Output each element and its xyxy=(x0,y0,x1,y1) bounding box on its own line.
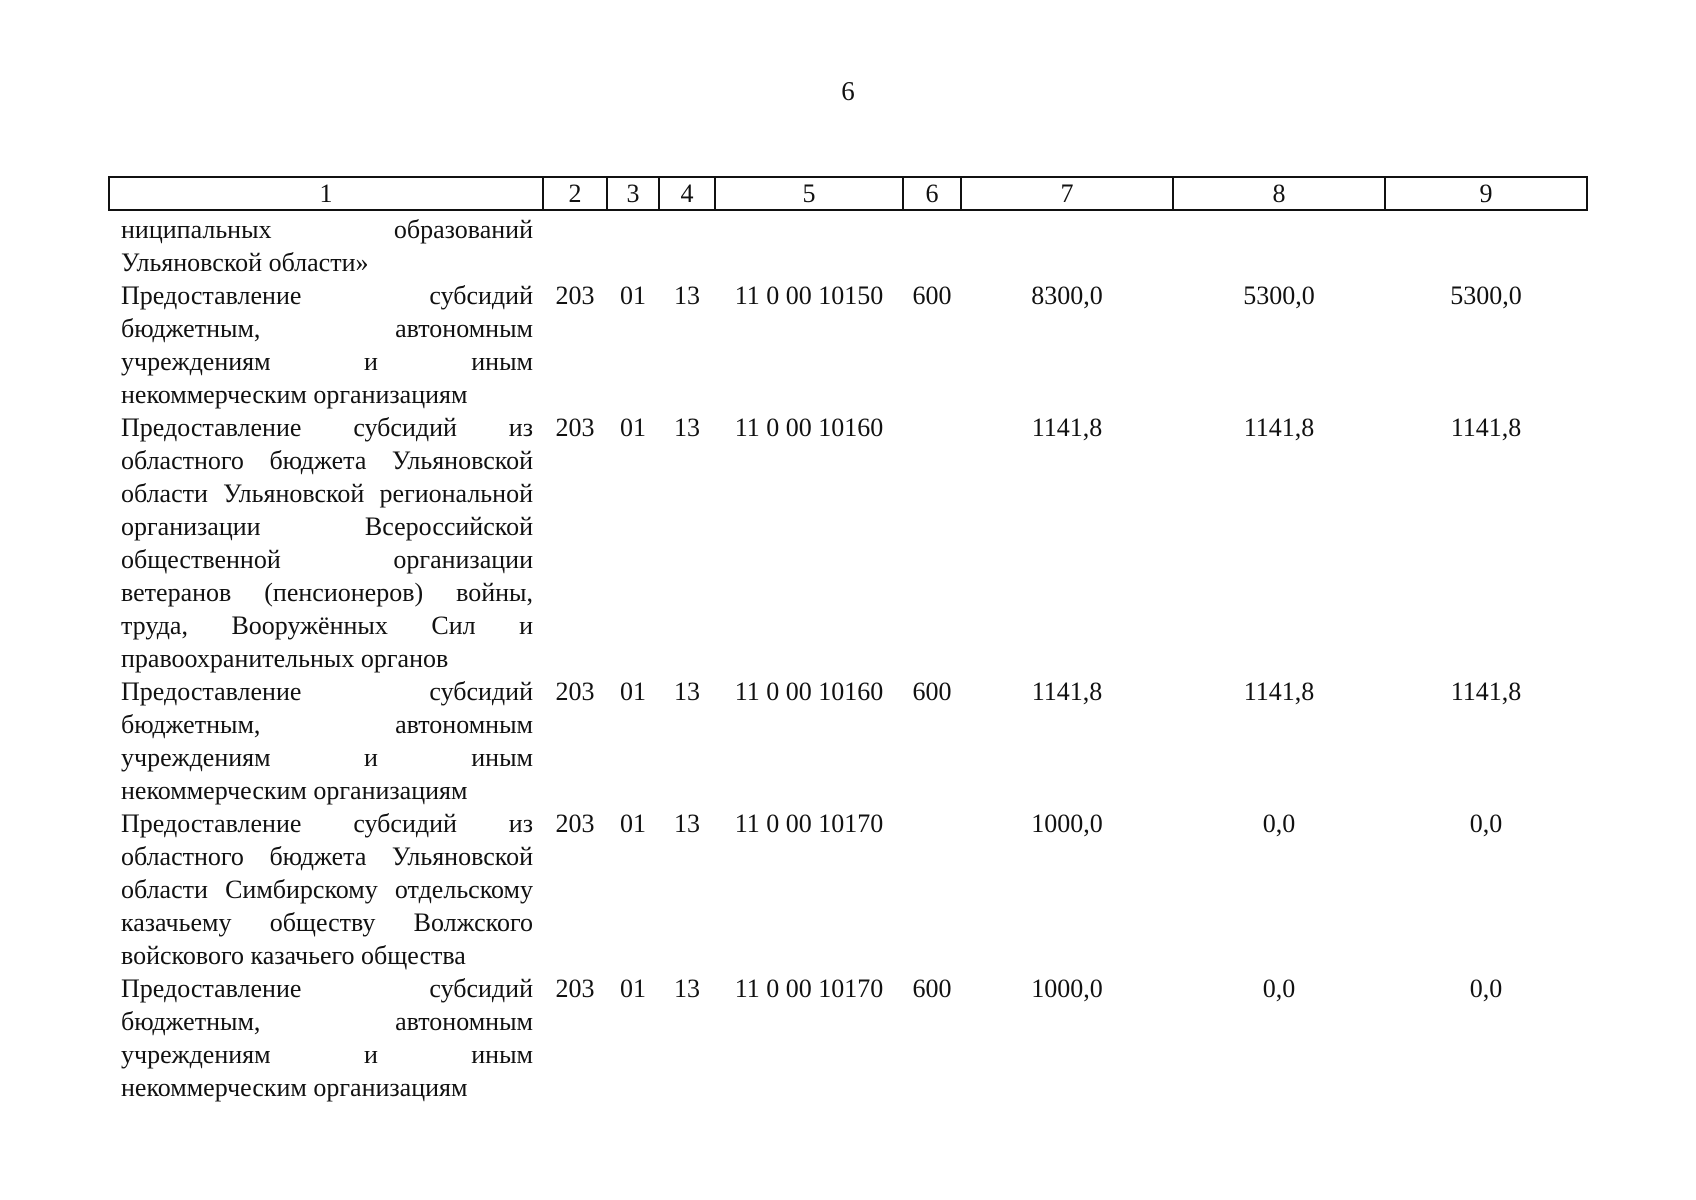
column-header: 8 xyxy=(1173,177,1385,210)
table-header xyxy=(109,177,1587,210)
row-name: ниципальных образований Ульяновской области» xyxy=(121,215,533,277)
table-row xyxy=(109,972,1587,1104)
cell-col8: 0,0 xyxy=(1262,974,1296,1003)
column-header: 6 xyxy=(903,177,961,210)
column-header: 3 xyxy=(607,177,659,210)
cell-col5: 11 0 00 10160 xyxy=(734,413,884,442)
row-name: Предоставление субсидий бюджетным, автономным учреждениям и иным некоммерческим организациям xyxy=(121,974,533,1102)
cell-col8: 1141,8 xyxy=(1243,413,1315,442)
cell-col8: 1141,8 xyxy=(1243,677,1315,706)
cell-col6: 600 xyxy=(912,677,952,706)
cell-col9: 0,0 xyxy=(1469,974,1503,1003)
cell-col7: 1141,8 xyxy=(1031,413,1103,442)
budget-table xyxy=(108,176,1588,1104)
cell-col5: 11 0 00 10170 xyxy=(734,809,884,838)
cell-col7: 1000,0 xyxy=(1031,974,1103,1003)
cell-col2: 203 xyxy=(555,974,595,1003)
cell-col9: 5300,0 xyxy=(1450,281,1522,310)
table-row xyxy=(109,210,1587,279)
cell-col9: 1141,8 xyxy=(1450,677,1522,706)
column-header: 5 xyxy=(715,177,903,210)
table-row xyxy=(109,279,1587,411)
table-row xyxy=(109,807,1587,972)
cell-col2: 203 xyxy=(555,677,595,706)
column-header: 7 xyxy=(961,177,1173,210)
cell-col5: 11 0 00 10170 xyxy=(734,974,884,1003)
page-number: 6 xyxy=(841,76,855,106)
cell-col6: 600 xyxy=(912,281,952,310)
column-header: 2 xyxy=(543,177,607,210)
cell-col3: 01 xyxy=(620,281,646,310)
column-header: 1 xyxy=(109,177,543,210)
cell-col4: 13 xyxy=(674,281,700,310)
cell-col7: 1141,8 xyxy=(1031,677,1103,706)
cell-col3: 01 xyxy=(620,974,646,1003)
row-name: Предоставление субсидий бюджетным, автономным учреждениям и иным некоммерческим организациям xyxy=(121,677,533,805)
cell-col3: 01 xyxy=(620,413,646,442)
table-row xyxy=(109,411,1587,675)
cell-col4: 13 xyxy=(674,809,700,838)
cell-col7: 8300,0 xyxy=(1031,281,1103,310)
row-name: Предоставление субсидий из областного бюджета Ульяновской области Симбирскому отдельскому казачьему обществу Волжского войскового казачьего общества xyxy=(121,809,533,970)
cell-col4: 13 xyxy=(674,974,700,1003)
cell-col2: 203 xyxy=(555,413,595,442)
cell-col5: 11 0 00 10160 xyxy=(734,677,884,706)
cell-col9: 1141,8 xyxy=(1450,413,1522,442)
cell-col5: 11 0 00 10150 xyxy=(734,281,884,310)
column-header: 4 xyxy=(659,177,715,210)
cell-col9: 0,0 xyxy=(1469,809,1503,838)
row-name: Предоставление субсидий бюджетным, автономным учреждениям и иным некоммерческим организациям xyxy=(121,281,533,409)
table-row xyxy=(109,675,1587,807)
cell-col4: 13 xyxy=(674,413,700,442)
cell-col8: 5300,0 xyxy=(1243,281,1315,310)
cell-col2: 203 xyxy=(555,809,595,838)
column-header: 9 xyxy=(1385,177,1587,210)
cell-col2: 203 xyxy=(555,281,595,310)
row-name: Предоставление субсидий из областного бюджета Ульяновской области Ульяновской региональной организации Всероссийской общественной организации ветеранов (пенсионеров) войны, труда, Вооружённых Сил и правоохранительных органов xyxy=(121,413,533,673)
cell-col7: 1000,0 xyxy=(1031,809,1103,838)
cell-col3: 01 xyxy=(620,677,646,706)
cell-col4: 13 xyxy=(674,677,700,706)
cell-col6 xyxy=(903,807,961,972)
cell-col6 xyxy=(903,411,961,675)
cell-col6: 600 xyxy=(912,974,952,1003)
cell-col3: 01 xyxy=(620,809,646,838)
cell-col8: 0,0 xyxy=(1262,809,1296,838)
